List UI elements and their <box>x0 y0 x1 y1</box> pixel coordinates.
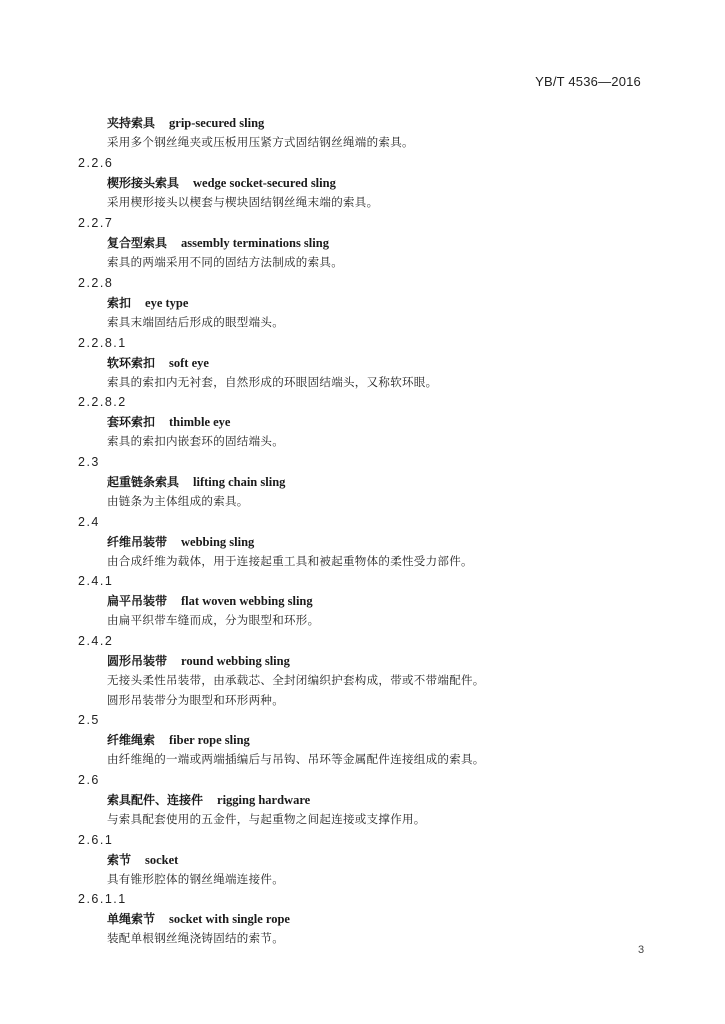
term-definition-note: 圆形吊装带分为眼型和环形两种。 <box>107 693 284 707</box>
term-title <box>107 910 290 927</box>
term-en: soft eye <box>169 356 209 370</box>
term-en: eye type <box>145 296 189 310</box>
term-zh: 起重链条索具 <box>107 475 180 489</box>
term-title <box>107 731 250 748</box>
term-title <box>107 851 178 868</box>
term-definition: 由纤维绳的一端或两端插编后与吊钩、吊环等金属配件连接组成的索具。 <box>107 752 485 766</box>
term-definition: 与索具配套使用的五金件，与起重物之间起连接或支撑作用。 <box>107 812 426 826</box>
term-zh: 扁平吊装带 <box>107 594 168 608</box>
clause-number: 2.4.2 <box>78 634 114 648</box>
term-en: wedge socket-secured sling <box>193 176 336 190</box>
clause-number: 2.2.7 <box>78 216 114 230</box>
term-definition: 索具的索扣内无衬套，自然形成的环眼固结端头，又称软环眼。 <box>107 375 438 389</box>
term-definition: 装配单根钢丝绳浇铸固结的索节。 <box>107 931 284 945</box>
term-en: socket <box>145 853 179 867</box>
clause-number: 2.2.8 <box>78 276 114 290</box>
term-en: socket with single rope <box>169 912 290 926</box>
term-en: rigging hardware <box>217 793 311 807</box>
term-definition: 采用多个钢丝绳夹或压板用压紧方式固结钢丝绳端的索具。 <box>107 135 414 149</box>
term-en: lifting chain sling <box>193 475 286 489</box>
term-zh: 单绳索节 <box>107 912 156 926</box>
term-zh: 索节 <box>107 853 132 867</box>
term-en: thimble eye <box>169 415 231 429</box>
term-title <box>107 592 313 609</box>
term-en: round webbing sling <box>181 654 290 668</box>
term-definition: 具有锥形腔体的钢丝绳端连接件。 <box>107 872 284 886</box>
term-zh: 索具配件、连接件 <box>107 793 204 807</box>
clause-number: 2.6.1 <box>78 833 114 847</box>
clause-number: 2.3 <box>78 455 100 469</box>
clause-number: 2.2.8.1 <box>78 336 127 350</box>
term-title <box>107 234 329 251</box>
term-zh: 复合型索具 <box>107 236 168 250</box>
clause-number: 2.2.8.2 <box>78 395 127 409</box>
term-definition: 索具的索扣内嵌套环的固结端头。 <box>107 434 284 448</box>
term-zh: 夹持索具 <box>107 116 156 130</box>
clause-number: 2.4.1 <box>78 574 114 588</box>
clause-number: 2.4 <box>78 515 100 529</box>
term-title <box>107 294 188 311</box>
term-definition: 由扁平织带车缝而成，分为眼型和环形。 <box>107 613 320 627</box>
term-definition: 索具末端固结后形成的眼型端头。 <box>107 315 284 329</box>
term-en: webbing sling <box>181 535 255 549</box>
term-title <box>107 413 230 430</box>
clause-number: 2.5 <box>78 713 100 727</box>
term-zh: 纤维绳索 <box>107 733 156 747</box>
term-zh: 圆形吊装带 <box>107 654 168 668</box>
clause-number: 2.6 <box>78 773 100 787</box>
term-title <box>107 354 209 371</box>
term-definition: 由链条为主体组成的索具。 <box>107 494 249 508</box>
term-zh: 索扣 <box>107 296 132 310</box>
term-definition: 无接头柔性吊装带，由承载芯、全封闭编织护套构成，带或不带端配件。 <box>107 673 485 687</box>
standard-code: YB/T 4536—2016 <box>535 74 641 89</box>
term-zh: 软环索扣 <box>107 356 156 370</box>
term-definition: 采用楔形接头以楔套与楔块固结钢丝绳末端的索具。 <box>107 195 379 209</box>
page-number: 3 <box>638 944 645 956</box>
term-en: assembly terminations sling <box>181 236 329 250</box>
clause-number: 2.6.1.1 <box>78 892 127 906</box>
term-definition: 索具的两端采用不同的固结方法制成的索具。 <box>107 255 343 269</box>
term-definition: 由合成纤维为载体，用于连接起重工具和被起重物体的柔性受力部件。 <box>107 554 473 568</box>
term-en: flat woven webbing sling <box>181 594 313 608</box>
term-en: fiber rope sling <box>169 733 250 747</box>
term-title <box>107 473 285 490</box>
term-title <box>107 791 310 808</box>
term-title <box>107 174 336 191</box>
term-zh: 纤维吊装带 <box>107 535 168 549</box>
clause-number: 2.2.6 <box>78 156 114 170</box>
term-zh: 楔形接头索具 <box>107 176 180 190</box>
term-en: grip-secured sling <box>169 116 265 130</box>
term-zh: 套环索扣 <box>107 415 156 429</box>
term-title <box>107 114 264 131</box>
term-title <box>107 652 290 669</box>
term-title <box>107 533 254 550</box>
